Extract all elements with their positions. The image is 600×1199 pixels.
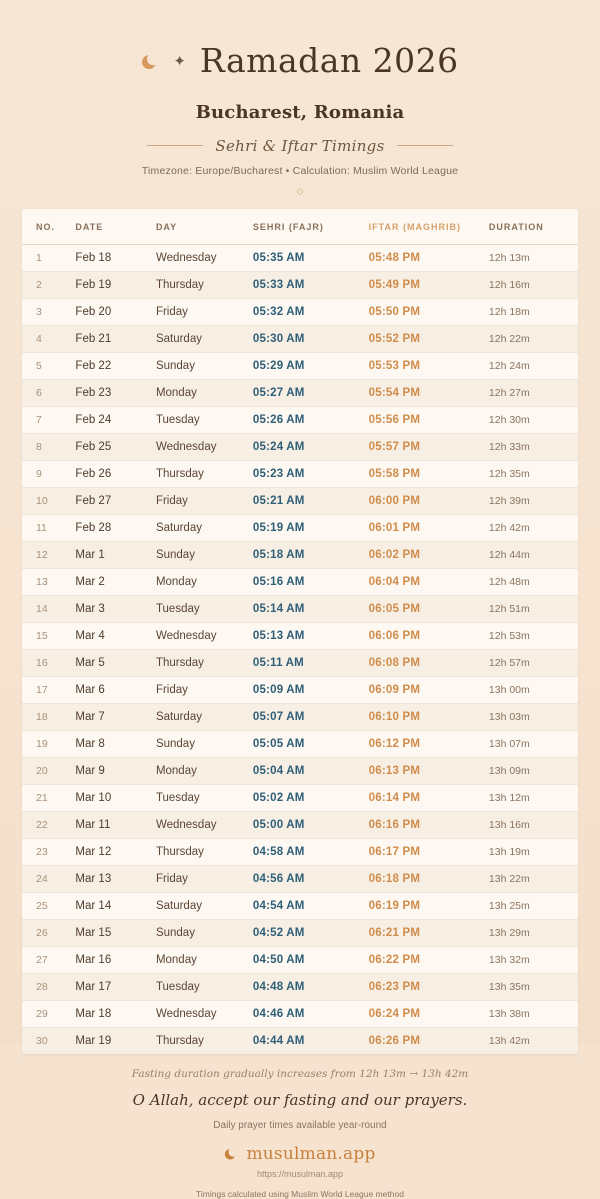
cell-sehri: 05:35 AM [253,244,369,271]
timings-table [22,209,578,1054]
table-row [22,298,578,325]
cell-duration: 12h 53m [489,622,578,649]
cell-iftar: 05:53 PM [369,352,489,379]
cell-day: Wednesday [156,1000,253,1027]
table-row [22,460,578,487]
cell-duration: 12h 33m [489,433,578,460]
star-icon: ✦ [173,52,186,70]
table-row [22,271,578,298]
table-row [22,244,578,271]
cell-iftar: 06:16 PM [369,811,489,838]
cell-day: Thursday [156,649,253,676]
table-header-row [22,209,578,245]
cell-duration: 13h 38m [489,1000,578,1027]
table-row [22,946,578,973]
cell-iftar: 06:21 PM [369,919,489,946]
cell-sehri: 05:11 AM [253,649,369,676]
divider-right [397,145,453,146]
cell-no: 17 [22,676,75,703]
cell-date: Mar 8 [75,730,156,757]
cell-sehri: 04:50 AM [253,946,369,973]
cell-day: Monday [156,568,253,595]
brand-name[interactable]: musulman.app [246,1143,376,1164]
cell-duration: 13h 42m [489,1027,578,1054]
cell-sehri: 05:21 AM [253,487,369,514]
cell-duration: 12h 30m [489,406,578,433]
cell-duration: 13h 12m [489,784,578,811]
title-row [20,22,580,101]
page-footer [0,1068,600,1199]
cell-duration: 12h 27m [489,379,578,406]
cell-iftar: 06:05 PM [369,595,489,622]
table-row [22,703,578,730]
cell-day: Thursday [156,460,253,487]
cell-iftar: 06:08 PM [369,649,489,676]
column-header-sehri: SEHRI (FAJR) [253,209,369,245]
table-row [22,541,578,568]
column-header-iftar: IFTAR (MAGHRIB) [369,209,489,245]
dua-text: O Allah, accept our fasting and our prayers. [132,1090,468,1109]
cell-day: Tuesday [156,973,253,1000]
cell-no: 5 [22,352,75,379]
cell-sehri: 05:04 AM [253,757,369,784]
cell-date: Feb 18 [75,244,156,271]
cell-day: Sunday [156,730,253,757]
table-row [22,433,578,460]
cell-date: Mar 5 [75,649,156,676]
cell-iftar: 05:56 PM [369,406,489,433]
cell-duration: 12h 16m [489,271,578,298]
cell-day: Saturday [156,892,253,919]
cell-iftar: 06:02 PM [369,541,489,568]
cell-duration: 13h 03m [489,703,578,730]
table-row [22,406,578,433]
cell-no: 20 [22,757,75,784]
cell-date: Mar 14 [75,892,156,919]
diamond-ornament-icon: ◇ [296,185,304,196]
cell-date: Mar 3 [75,595,156,622]
cell-day: Thursday [156,271,253,298]
cell-no: 8 [22,433,75,460]
cell-duration: 12h 57m [489,649,578,676]
timings-table-card [22,209,578,1054]
cell-iftar: 05:58 PM [369,460,489,487]
cell-sehri: 05:14 AM [253,595,369,622]
cell-date: Mar 15 [75,919,156,946]
cell-no: 25 [22,892,75,919]
cell-iftar: 05:52 PM [369,325,489,352]
cell-no: 3 [22,298,75,325]
cell-duration: 13h 07m [489,730,578,757]
cell-date: Feb 21 [75,325,156,352]
cell-iftar: 06:13 PM [369,757,489,784]
cell-iftar: 05:48 PM [369,244,489,271]
table-row [22,811,578,838]
cell-duration: 12h 39m [489,487,578,514]
divider-left [147,145,203,146]
cell-no: 9 [22,460,75,487]
cell-no: 29 [22,1000,75,1027]
cell-day: Sunday [156,352,253,379]
cell-sehri: 05:09 AM [253,676,369,703]
cell-day: Monday [156,757,253,784]
cell-day: Monday [156,946,253,973]
cell-no: 21 [22,784,75,811]
table-row [22,487,578,514]
cell-date: Mar 6 [75,676,156,703]
cell-no: 27 [22,946,75,973]
duration-note: Fasting duration gradually increases from 12h 13m → 13h 42m [131,1067,469,1080]
cell-day: Sunday [156,919,253,946]
cell-no: 1 [22,244,75,271]
cell-iftar: 06:09 PM [369,676,489,703]
cell-sehri: 04:54 AM [253,892,369,919]
cell-duration: 13h 35m [489,973,578,1000]
cell-iftar: 06:06 PM [369,622,489,649]
cell-date: Mar 10 [75,784,156,811]
table-row [22,514,578,541]
cell-duration: 13h 29m [489,919,578,946]
cell-no: 23 [22,838,75,865]
cell-day: Wednesday [156,622,253,649]
cell-sehri: 05:19 AM [253,514,369,541]
cell-no: 15 [22,622,75,649]
table-row [22,757,578,784]
table-row [22,595,578,622]
cell-iftar: 05:50 PM [369,298,489,325]
cell-no: 30 [22,1027,75,1054]
cell-iftar: 06:01 PM [369,514,489,541]
table-row [22,730,578,757]
cell-iftar: 06:23 PM [369,973,489,1000]
cell-sehri: 05:00 AM [253,811,369,838]
cell-iftar: 06:24 PM [369,1000,489,1027]
table-row [22,568,578,595]
cell-duration: 12h 48m [489,568,578,595]
cell-duration: 13h 00m [489,676,578,703]
column-header-no: NO. [22,209,75,245]
cell-duration: 13h 25m [489,892,578,919]
section-label: Sehri & Iftar Timings [215,136,385,155]
cell-no: 24 [22,865,75,892]
cell-iftar: 06:00 PM [369,487,489,514]
cell-date: Mar 17 [75,973,156,1000]
cell-day: Tuesday [156,595,253,622]
cell-no: 26 [22,919,75,946]
cell-duration: 12h 51m [489,595,578,622]
cell-day: Friday [156,298,253,325]
cell-day: Wednesday [156,244,253,271]
brand-url[interactable]: https://musulman.app [256,1168,344,1179]
cell-date: Mar 13 [75,865,156,892]
cell-date: Feb 26 [75,460,156,487]
cell-iftar: 05:54 PM [369,379,489,406]
column-header-date: DATE [75,209,156,245]
cell-sehri: 04:56 AM [253,865,369,892]
cell-date: Feb 19 [75,271,156,298]
crescent-moon-icon [141,51,161,71]
cell-date: Mar 2 [75,568,156,595]
cell-duration: 13h 09m [489,757,578,784]
page-header [0,0,600,197]
cell-duration: 12h 24m [489,352,578,379]
crescent-moon-icon [224,1146,239,1161]
cell-date: Mar 4 [75,622,156,649]
cell-day: Tuesday [156,406,253,433]
cell-duration: 13h 16m [489,811,578,838]
table-row [22,352,578,379]
table-row [22,838,578,865]
cell-no: 16 [22,649,75,676]
cell-sehri: 04:46 AM [253,1000,369,1027]
cell-no: 18 [22,703,75,730]
cell-date: Mar 7 [75,703,156,730]
cell-no: 2 [22,271,75,298]
cell-day: Wednesday [156,811,253,838]
cell-sehri: 05:23 AM [253,460,369,487]
cell-duration: 12h 35m [489,460,578,487]
cell-day: Tuesday [156,784,253,811]
cell-sehri: 05:24 AM [253,433,369,460]
cell-duration: 13h 32m [489,946,578,973]
cell-sehri: 05:13 AM [253,622,369,649]
location-subtitle: Bucharest, Romania [195,101,405,123]
cell-day: Friday [156,865,253,892]
cell-iftar: 06:14 PM [369,784,489,811]
cell-duration: 12h 42m [489,514,578,541]
table-row [22,1027,578,1054]
cell-duration: 12h 44m [489,541,578,568]
cell-no: 28 [22,973,75,1000]
table-row [22,1000,578,1027]
table-row [22,892,578,919]
cell-date: Feb 22 [75,352,156,379]
table-row [22,379,578,406]
cell-no: 12 [22,541,75,568]
cell-date: Mar 9 [75,757,156,784]
cell-sehri: 05:02 AM [253,784,369,811]
cell-sehri: 04:44 AM [253,1027,369,1054]
column-header-day: DAY [156,209,253,245]
cell-date: Feb 27 [75,487,156,514]
cell-sehri: 05:29 AM [253,352,369,379]
table-head [22,209,578,245]
cell-duration: 12h 18m [489,298,578,325]
cell-sehri: 05:33 AM [253,271,369,298]
cell-sehri: 05:32 AM [253,298,369,325]
cell-sehri: 05:05 AM [253,730,369,757]
cell-day: Thursday [156,1027,253,1054]
table-row [22,865,578,892]
cell-no: 7 [22,406,75,433]
section-divider-row [20,137,580,155]
cell-day: Monday [156,379,253,406]
column-header-duration: DURATION [489,209,578,245]
cell-date: Mar 12 [75,838,156,865]
cell-no: 11 [22,514,75,541]
cell-sehri: 05:18 AM [253,541,369,568]
cell-date: Feb 23 [75,379,156,406]
cell-day: Wednesday [156,433,253,460]
cell-duration: 13h 19m [489,838,578,865]
table-row [22,919,578,946]
cell-day: Saturday [156,703,253,730]
cell-iftar: 06:17 PM [369,838,489,865]
cell-date: Mar 16 [75,946,156,973]
cell-date: Mar 19 [75,1027,156,1054]
brand-row[interactable] [20,1144,580,1164]
timezone-calculation-meta: Timezone: Europe/Bucharest • Calculation: Muslim World League [141,164,459,177]
cell-duration: 12h 13m [489,244,578,271]
cell-no: 19 [22,730,75,757]
cell-date: Mar 18 [75,1000,156,1027]
cell-duration: 12h 22m [489,325,578,352]
cell-duration: 13h 22m [489,865,578,892]
cell-iftar: 06:26 PM [369,1027,489,1054]
cell-no: 14 [22,595,75,622]
cell-no: 6 [22,379,75,406]
cell-iftar: 05:49 PM [369,271,489,298]
table-row [22,973,578,1000]
cell-day: Friday [156,676,253,703]
calculation-method-note: Timings calculated using Muslim World League method [196,1188,404,1199]
cell-date: Feb 28 [75,514,156,541]
cell-sehri: 05:26 AM [253,406,369,433]
cell-day: Thursday [156,838,253,865]
cell-date: Mar 11 [75,811,156,838]
cell-iftar: 06:12 PM [369,730,489,757]
cell-sehri: 05:07 AM [253,703,369,730]
cell-day: Friday [156,487,253,514]
cell-sehri: 04:52 AM [253,919,369,946]
cell-iftar: 06:18 PM [369,865,489,892]
table-row [22,649,578,676]
cell-sehri: 04:48 AM [253,973,369,1000]
cell-date: Feb 25 [75,433,156,460]
cell-sehri: 04:58 AM [253,838,369,865]
page-title: Ramadan 2026 [199,41,459,81]
cell-iftar: 05:57 PM [369,433,489,460]
cell-sehri: 05:27 AM [253,379,369,406]
cell-date: Mar 1 [75,541,156,568]
cell-sehri: 05:30 AM [253,325,369,352]
cell-sehri: 05:16 AM [253,568,369,595]
cell-iftar: 06:10 PM [369,703,489,730]
cell-day: Sunday [156,541,253,568]
table-row [22,325,578,352]
table-row [22,784,578,811]
cell-iftar: 06:22 PM [369,946,489,973]
cell-iftar: 06:04 PM [369,568,489,595]
table-row [22,622,578,649]
cell-no: 4 [22,325,75,352]
availability-note: Daily prayer times available year-round [213,1119,387,1131]
table-row [22,676,578,703]
cell-day: Saturday [156,514,253,541]
cell-date: Feb 20 [75,298,156,325]
cell-date: Feb 24 [75,406,156,433]
cell-no: 10 [22,487,75,514]
table-body [22,244,578,1054]
cell-no: 13 [22,568,75,595]
cell-day: Saturday [156,325,253,352]
cell-iftar: 06:19 PM [369,892,489,919]
cell-no: 22 [22,811,75,838]
